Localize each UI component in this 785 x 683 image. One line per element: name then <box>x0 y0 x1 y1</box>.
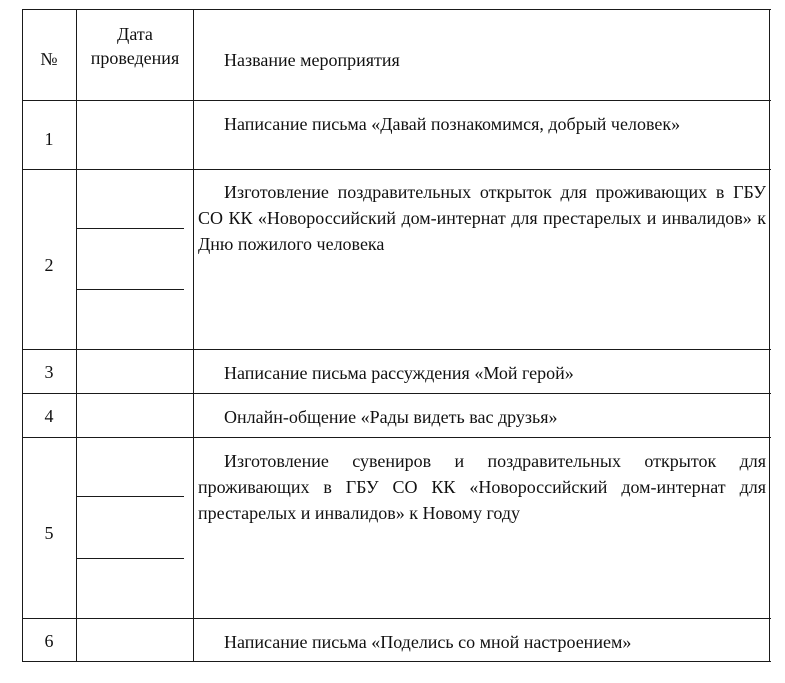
table-border-bottom <box>22 661 771 662</box>
row-number: 1 <box>44 129 54 149</box>
row-number: 5 <box>44 523 54 543</box>
row-event: Онлайн-общение «Рады видеть вас друзья» <box>224 407 558 427</box>
row-event: Изготовление сувениров и поздравительных открыток для проживающих в ГБУ СО КК «Новороссийский дом-интернат для престарелых и инвалидов» к Новому году <box>198 451 766 523</box>
date-entry-line <box>77 558 184 559</box>
row-4-bottom-line <box>22 437 771 438</box>
date-entry-line <box>77 496 184 497</box>
row-number: 4 <box>44 406 54 426</box>
header-number: № <box>40 49 58 69</box>
date-entry-line <box>77 228 184 229</box>
row-3-bottom-line <box>22 393 771 394</box>
column-divider-date <box>193 9 194 662</box>
row-event: Изготовление поздравительных открыток для проживающих в ГБУ СО КК «Новороссийский дом-интернат для престарелых и инвалидов» к Дню пожилого человека <box>198 182 766 254</box>
row-number: 2 <box>44 255 54 275</box>
header-bottom-line <box>22 100 771 101</box>
table-border-left <box>22 9 23 662</box>
row-1-bottom-line <box>22 169 771 170</box>
table-border-top <box>22 9 771 10</box>
header-event-name: Название мероприятия <box>224 50 400 70</box>
row-5-bottom-line <box>22 618 771 619</box>
column-divider-number <box>76 9 77 662</box>
row-number: 3 <box>44 362 54 382</box>
header-date: Дата проведения <box>90 24 180 68</box>
date-entry-line <box>77 289 184 290</box>
table-border-right <box>769 9 770 662</box>
row-event: Написание письма рассуждения «Мой герой» <box>224 363 574 383</box>
row-event: Написание письма «Давай познакомимся, добрый человек» <box>224 114 681 134</box>
row-number: 6 <box>44 631 54 651</box>
row-event: Написание письма «Поделись со мной настроением» <box>224 632 632 652</box>
row-2-bottom-line <box>22 349 771 350</box>
